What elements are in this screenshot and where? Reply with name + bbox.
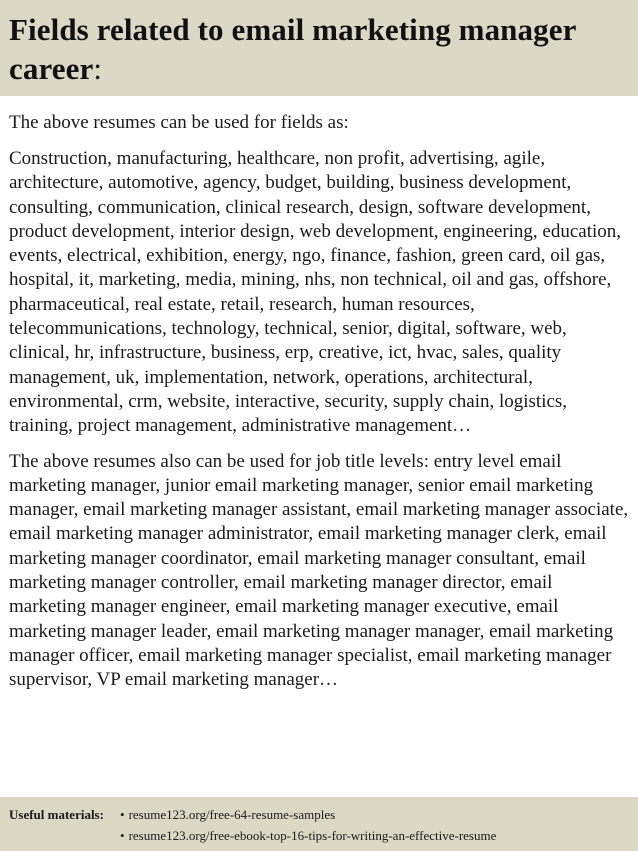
page-title — [9, 10, 626, 88]
bullet-icon: • — [120, 807, 125, 822]
footer-row-2 — [9, 825, 629, 846]
page-title-text: Fields related to email marketing manager career — [9, 12, 576, 86]
fields-paragraph: Construction, manufacturing, healthcare, non profit, advertising, agile, architecture, automotive, agency, budget, building, business development, consulting, communication, clinical research, design, software development, product development, interior design, web development, engineering, education, events, electrical, exhibition, energy, ngo, finance, fashion, green card, oil gas, hospital, it, marketing, media, mining, nhs, non technical, oil and gas, offshore, pharmaceutical, real estate, retail, research, human resources, telecommunications, technology, technical, senior, digital, software, web, clinical, hr, infrastructure, business, erp, creative, ict, hvac, sales, quality management, uk, implementation, network, operations, architectural, environmental, crm, website, interactive, security, supply chain, logistics, training, project management, administrative management… — [9, 148, 622, 437]
job-levels-paragraph: The above resumes also can be used for job title levels: entry level email marketing manager, junior email marketing manager, senior email marketing manager, email marketing manager assistant, email marketing manager associate, email marketing manager administrator, email marketing manager clerk, email marketing manager coordinator, email marketing manager consultant, email marketing manager controller, email marketing manager director, email marketing manager engineer, email marketing manager executive, email marketing manager leader, email marketing manager manager, email marketing manager officer, email marketing manager specialist, email marketing manager supervisor, VP email marketing manager… — [9, 450, 629, 691]
useful-materials-footer — [0, 797, 638, 851]
page-title-colon: : — [93, 51, 103, 86]
bullet-icon: • — [120, 828, 125, 843]
main-content — [9, 110, 631, 704]
footer-row-1 — [9, 804, 629, 825]
useful-materials-label: Useful materials: — [9, 807, 104, 822]
link-free-resume-samples[interactable]: resume123.org/free-64-resume-samples — [128, 807, 336, 822]
intro-text: The above resumes can be used for fields as: — [9, 112, 349, 133]
title-band — [0, 0, 638, 96]
link-free-ebook-tips[interactable]: resume123.org/free-ebook-top-16-tips-for-writing-an-effective-resume — [128, 828, 497, 843]
